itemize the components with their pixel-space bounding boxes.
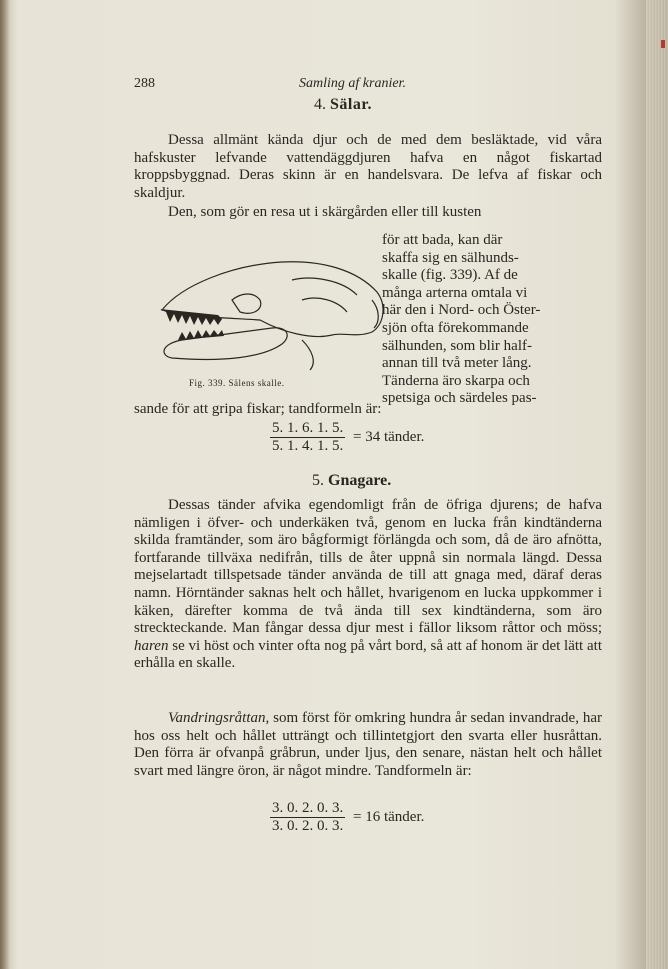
formula-result: = 34 tänder. [353, 429, 425, 445]
wrap-line: för att bada, kan där [382, 232, 503, 248]
section-4-paragraph-1 [134, 132, 602, 202]
page-content [134, 70, 604, 834]
section-5-para2 [134, 710, 602, 780]
section-4-paragraph-2-end [134, 401, 602, 419]
section-4-para1-text: Dessa allmänt kända djur och de med dem besläktade, vid våra hafskuster lefvande vattendäggdjuren hafva en något fiskartad kroppsbyggnad. Deras skinn är en handelsvara. De lefva af fiskar och skaldjur. [134, 132, 602, 201]
section-5-number: 5. [312, 472, 324, 489]
formula-upper: 3. 0. 2. 0. 3. [272, 800, 344, 816]
page-edges [646, 0, 668, 969]
rat-dental-formula [270, 800, 424, 835]
section-5-title: Gnagare. [328, 472, 392, 489]
bookmark-mark [661, 40, 665, 48]
wrap-line: spetsiga och särdeles pas- [382, 390, 537, 407]
section-5-paragraph-2 [134, 710, 602, 780]
wrap-line: många arterna omtala vi [382, 284, 528, 301]
seal-skull-figure [142, 240, 392, 390]
section-4-title: Sälar. [330, 96, 372, 113]
section-5-paragraph-1 [134, 497, 602, 673]
vandringsrattan-italic: Vandringsråttan, [168, 710, 270, 726]
formula-result: = 16 tänder. [353, 809, 425, 825]
seal-skull-drawing [142, 240, 392, 380]
section-4-para2-end: sande för att gripa fiskar; tandformeln är: [134, 401, 382, 417]
wrap-line: skalle (fig. 339). Af de [382, 267, 518, 284]
haren-italic: haren [134, 637, 169, 654]
section-5-para1-text: Dessas tänder afvika egendomligt från de öfriga djurens; de hafva nämligen i öfver- och underkäken två, genom en lucka från kindtänderna skilda framtänder, som äro bågformigt förlängda och som, då de äro afnötta, fortfarande tillväxa nedifrån, tills de åter uppnå sin normala längd. Dessa mejselartadt tillspetsade tänder använda de till att gnaga med, däraf deras namn. Hörntänder saknas helt och hållet, hvarigenom en lucka uppkommer i käken, därefter komma de två ända till sex kindtänderna, som äro streckteckande. Man fångar dessa djur mest i fällor liksom råttor och möss; [134, 497, 602, 637]
page-number: 288 [134, 76, 155, 91]
formula-fraction [270, 800, 345, 835]
wrap-line: här den i Nord- och Öster- [382, 302, 541, 319]
page-header [134, 70, 604, 92]
section-5-para1 [134, 497, 602, 673]
wrap-line: annan till två meter lång. [382, 355, 532, 372]
running-head: Samling af kranier. [299, 76, 406, 91]
wrap-line: Tänderna äro skarpa och [382, 372, 530, 389]
figure-wrap-text [382, 232, 602, 408]
formula-upper: 5. 1. 6. 1. 5. [272, 420, 344, 436]
section-5-para2-text: som först för omkring hundra år sedan invandrade, har hos oss helt och hållet utträngt och tillintetgjort den svarta eller husråttan. Den förra är ofvanpå gråbrun, under ljus, den senare, nästan helt och hållet svart med längre öron, är något mindre. Tandformeln är: [134, 710, 603, 779]
wrap-line: sälhunden, som blir half- [382, 337, 532, 354]
formula-lower: 5. 1. 4. 1. 5. [272, 438, 344, 454]
section-5-para1-end: se vi höst och vinter ofta nog på vårt bord, så att af honom är det lätt att erhålla en skalle. [134, 637, 603, 672]
formula-fraction [270, 420, 345, 455]
section-4-paragraph-2-start [134, 204, 602, 222]
section-4-para2-start: Den, som gör en resa ut i skärgården eller till kusten [168, 204, 482, 220]
formula-lower: 3. 0. 2. 0. 3. [272, 818, 344, 834]
section-4-heading [314, 96, 372, 114]
wrap-line: sjön ofta förekommande [382, 319, 529, 336]
wrap-line: skaffa sig en sälhunds- [382, 249, 519, 266]
section-4-number: 4. [314, 96, 326, 113]
figure-caption: Fig. 339. Sälens skalle. [189, 378, 285, 388]
section-5-heading [312, 472, 391, 490]
seal-dental-formula [270, 420, 424, 455]
